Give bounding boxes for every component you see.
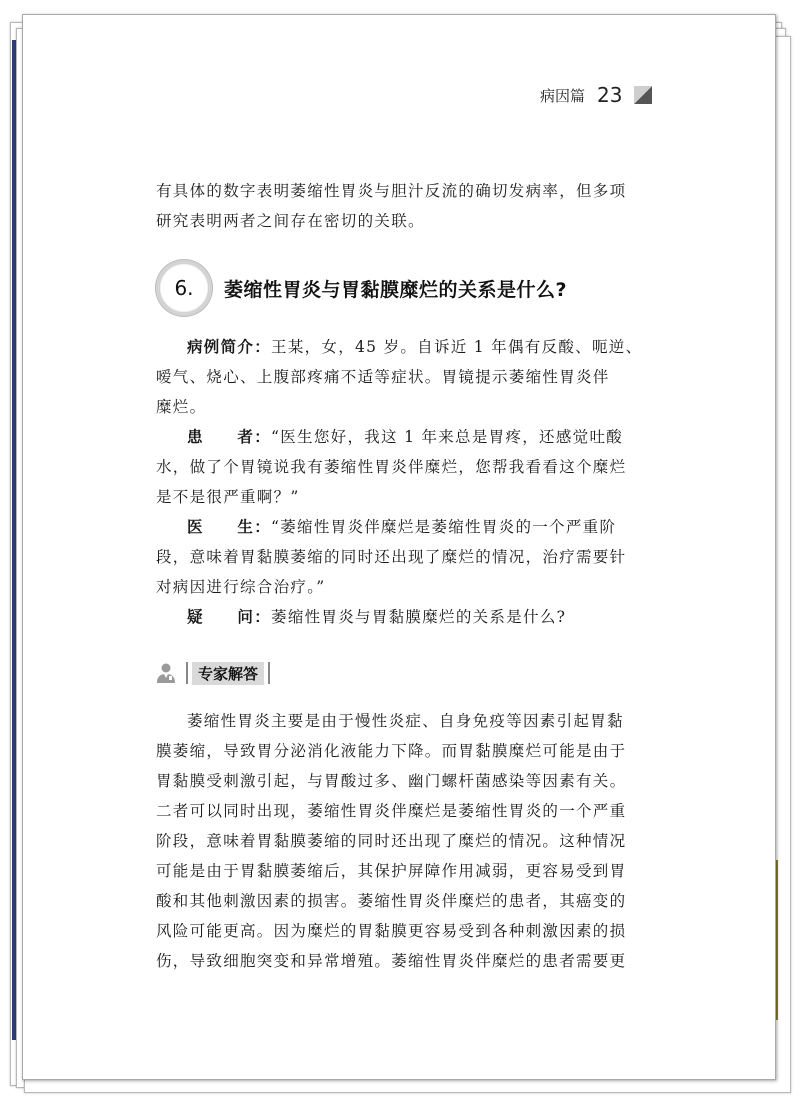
text-line: 对病因进行综合治疗。” bbox=[156, 578, 326, 596]
text-line: 是不是很严重啊？” bbox=[156, 488, 300, 506]
text-line: 二者可以同时出现，萎缩性胃炎伴糜烂是萎缩性胃炎的一个严重 bbox=[156, 802, 627, 820]
doctor-speech bbox=[156, 512, 666, 542]
separator bbox=[186, 662, 188, 684]
text-line: 糜烂。 bbox=[156, 398, 207, 416]
text-line: 萎缩性胃炎与胃黏膜糜烂的关系是什么? bbox=[271, 608, 567, 626]
case-intro-label: 病例简介： bbox=[187, 337, 272, 356]
doubt-label: 疑 问： bbox=[187, 607, 272, 626]
text-line: 有具体的数字表明萎缩性胃炎与胆汁反流的确切发病率，但多项 bbox=[156, 182, 627, 200]
text-line: 研究表明两者之间存在密切的关联。 bbox=[156, 212, 425, 230]
expert-answer-paragraph bbox=[156, 706, 666, 976]
patient-speech bbox=[156, 422, 666, 452]
page-header bbox=[540, 80, 652, 110]
text-line: 胃黏膜受刺激引起，与胃酸过多、幽门螺杆菌感染等因素有关。 bbox=[156, 772, 627, 790]
text-line: 萎缩性胃炎主要是由于慢性炎症、自身免疫等因素引起胃黏 bbox=[187, 712, 624, 730]
question-title: 萎缩性胃炎与胃黏膜糜烂的关系是什么? bbox=[224, 278, 568, 301]
section-title: 病因篇 bbox=[540, 86, 586, 105]
text-line: 风险可能更高。因为糜烂的胃黏膜更容易受到各种刺激因素的损 bbox=[156, 922, 627, 940]
case-intro bbox=[156, 332, 666, 362]
separator bbox=[268, 662, 270, 684]
text-line: “萎缩性胃炎伴糜烂是萎缩性胃炎的一个严重阶 bbox=[271, 518, 617, 536]
text-line: 可能是由于胃黏膜萎缩后，其保护屏障作用减弱，更容易受到胃 bbox=[156, 862, 627, 880]
text-line: 王某，女，45 岁。自诉近 1 年偶有反酸、呃逆、 bbox=[271, 338, 643, 356]
question-heading bbox=[156, 260, 567, 316]
doubt-line bbox=[156, 602, 666, 632]
expert-answer-heading bbox=[156, 660, 274, 686]
doctor-icon bbox=[156, 662, 176, 684]
expert-answer-label: 专家解答 bbox=[192, 662, 264, 685]
text-line: 酸和其他刺激因素的损害。萎缩性胃炎伴糜烂的患者，其癌变的 bbox=[156, 892, 627, 910]
doctor-label: 医 生： bbox=[187, 517, 272, 536]
question-number-badge: 6. bbox=[156, 260, 212, 316]
corner-triangle-icon bbox=[634, 86, 652, 104]
text-line: 段，意味着胃黏膜萎缩的同时还出现了糜烂的情况，治疗需要针 bbox=[156, 548, 627, 566]
intro-paragraph bbox=[156, 176, 666, 236]
text-line: 膜萎缩，导致胃分泌消化液能力下降。而胃黏膜糜烂可能是由于 bbox=[156, 742, 627, 760]
text-line: 伤，导致细胞突变和异常增殖。萎缩性胃炎伴糜烂的患者需要更 bbox=[156, 952, 627, 970]
text-line: 阶段，意味着胃黏膜萎缩的同时还出现了糜烂的情况。这种情况 bbox=[156, 832, 627, 850]
text-line: “医生您好，我这 1 年来总是胃疼，还感觉吐酸 bbox=[271, 428, 624, 446]
text-line: 嗳气、烧心、上腹部疼痛不适等症状。胃镜提示萎缩性胃炎伴 bbox=[156, 368, 610, 386]
text-line: 水，做了个胃镜说我有萎缩性胃炎伴糜烂，您帮我看看这个糜烂 bbox=[156, 458, 627, 476]
page-number: 23 bbox=[597, 83, 623, 107]
patient-label: 患 者： bbox=[187, 427, 272, 446]
case-section bbox=[156, 332, 666, 632]
